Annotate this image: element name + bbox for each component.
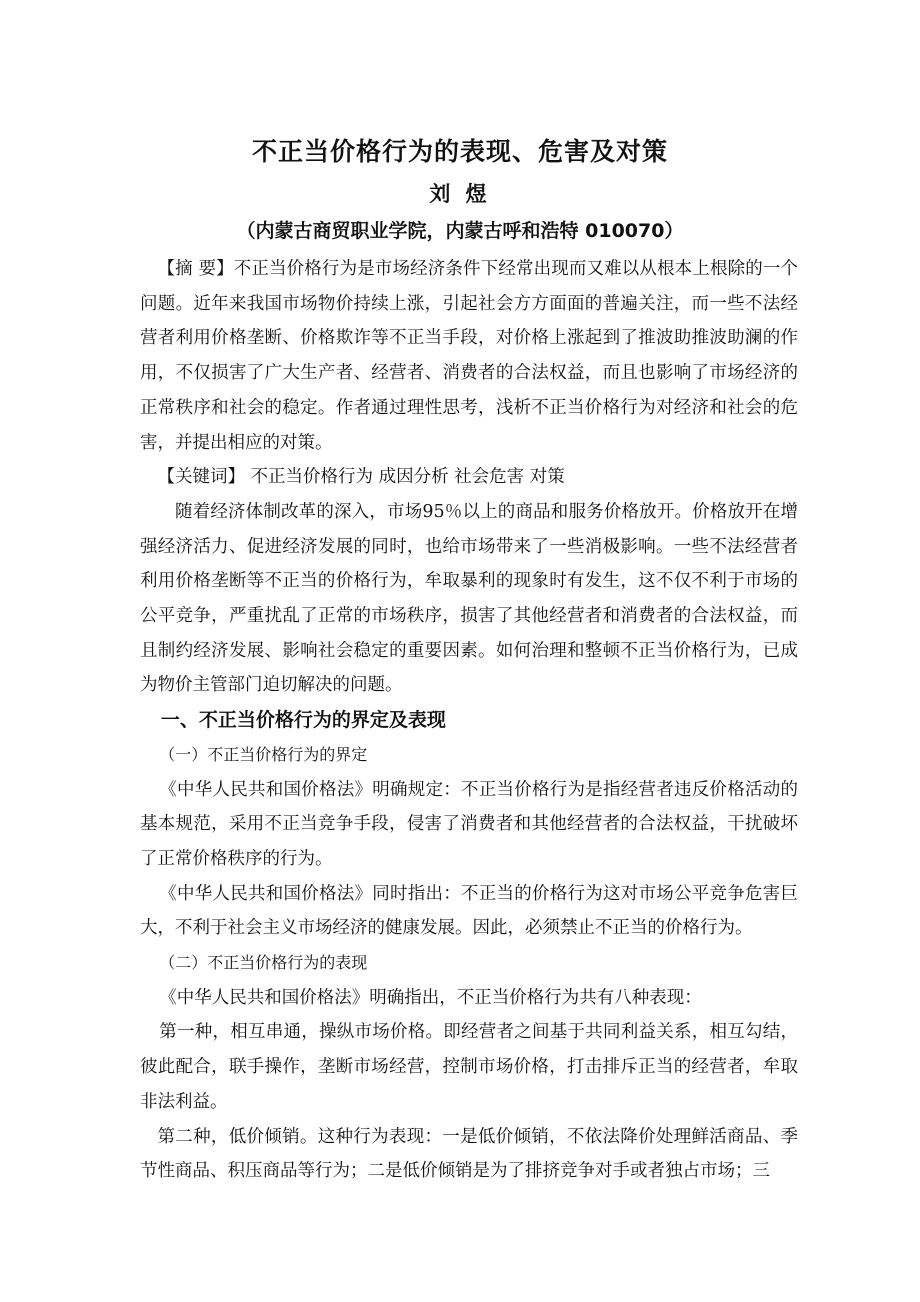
page-title: 不正当价格行为的表现、危害及对策 <box>251 137 668 166</box>
keywords-line: 【关键词】 不正当价格行为 成因分析 社会危害 对策 <box>157 467 565 488</box>
author-affiliation: （内蒙古商贸职业学院，内蒙古呼和浩特 010070） <box>236 220 684 242</box>
body-paragraph: 第二种，低价倾销。这种行为表现：一是低价倾销，不依法降价处理鲜活商品、季节性商品、积压商品等行为；二是低价倾销是为了排挤竞争对手或者独占市场；三 <box>140 1126 798 1182</box>
body-paragraph: 《中华人民共和国价格法》同时指出：不正当的价格行为这对市场公平竞争危害巨大，不利于社会主义市场经济的健康发展。因此，必须禁止不正当的价格行为。 <box>140 883 798 939</box>
section-heading-1: 一、不正当价格行为的界定及表现 <box>160 709 446 732</box>
subsection-heading-1: （一）不正当价格行为的界定 <box>159 744 368 764</box>
document-body <box>140 252 798 1189</box>
author-name: 刘 煜 <box>429 182 491 206</box>
body-paragraph: 第一种，相互串通，操纵市场价格。即经营者之间基于共同利益关系，相互勾结，彼此配合，联手操作，垄断市场经营，控制市场价格，打击排斥正当的经营者，牟取非法利益。 <box>140 1022 798 1112</box>
intro-paragraph: 随着经济体制改革的深入，市场95％以上的商品和服务价格放开。价格放开在增强经济活力、促进经济发展的同时，也给市场带来了一些消极影响。一些不法经营者利用价格垄断等不正当的价格行为，牟取暴利的现象时有发生，这不仅不利于市场的公平竞争，严重扰乱了正常的市场秩序，损害了其他经营者和消费者的合法权益，而且制约经济发展、影响社会稳定的重要因素。如何治理和整顿不正当价格行为，已成为物价主管部门迫切解决的问题。 <box>140 501 798 696</box>
subsection-heading-2: （二）不正当价格行为的表现 <box>159 953 368 973</box>
abstract-paragraph: 【摘 要】不正当价格行为是市场经济条件下经常出现而又难以从根本上根除的一个问题。近年来我国市场物价持续上涨，引起社会方方面面的普遍关注，而一些不法经营者利用价格垄断、价格欺诈等不正当手段，对价格上涨起到了推波助推波助澜的作用，不仅损害了广大生产者、经营者、消费者的合法权益，而且也影响了市场经济的正常秩序和社会的稳定。作者通过理性思考，浅析不正当价格行为对经济和社会的危害，并提出相应的对策。 <box>140 259 798 453</box>
body-paragraph: 《中华人民共和国价格法》明确规定：不正当价格行为是指经营者违反价格活动的基本规范，采用不正当竞争手段，侵害了消费者和其他经营者的合法权益，干扰破坏了正常价格秩序的行为。 <box>140 779 798 869</box>
body-paragraph: 《中华人民共和国价格法》明确指出，不正当价格行为共有八种表现： <box>159 987 702 1008</box>
